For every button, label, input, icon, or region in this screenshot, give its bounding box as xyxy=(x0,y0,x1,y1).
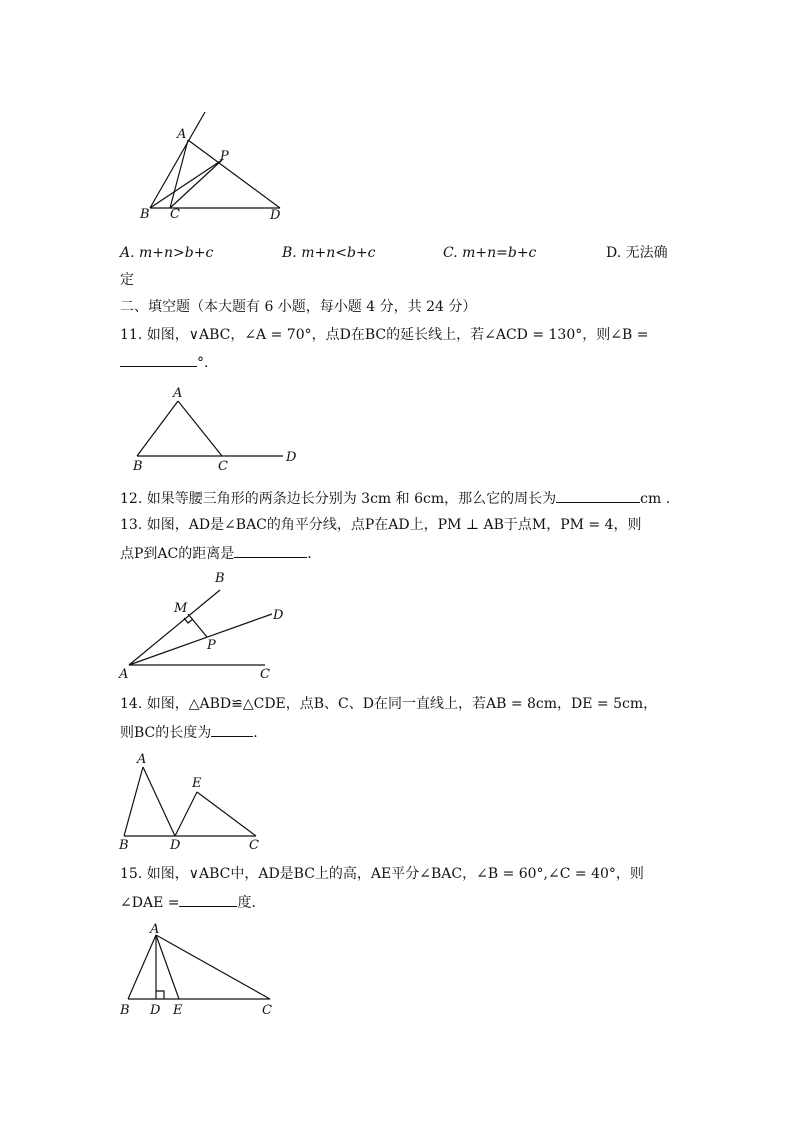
q13-figure xyxy=(118,571,284,682)
q14-end: . xyxy=(253,725,258,741)
q14-answer-line xyxy=(120,722,258,743)
q15-unit: 度. xyxy=(237,895,256,911)
q13-end: . xyxy=(307,546,312,562)
q10-option-d[interactable]: D. 无法确 xyxy=(606,245,668,261)
q12-unit: cm . xyxy=(640,491,671,507)
q14-label-b: B xyxy=(119,838,129,853)
q10-label-p: P xyxy=(220,149,229,164)
q14-answer-blank[interactable] xyxy=(211,722,253,737)
q11-label-a: A xyxy=(173,386,183,401)
q15-label-c: C xyxy=(262,1003,272,1018)
q11-label-d: D xyxy=(286,450,297,465)
q12-text xyxy=(120,488,670,509)
q10-option-a[interactable]: A. m+n>b+c xyxy=(120,245,214,261)
q15-label-b: B xyxy=(120,1003,130,1018)
q14-label-a: A xyxy=(137,752,147,767)
q14-prompt: 则BC的长度为 xyxy=(120,725,212,741)
q13-label-a: A xyxy=(119,667,129,682)
q10-label-d: D xyxy=(270,208,281,223)
q15-label-a: A xyxy=(150,922,160,937)
q10-option-c[interactable]: C. m+n=b+c xyxy=(443,245,537,261)
q12-answer-blank[interactable] xyxy=(556,488,640,503)
q11-figure xyxy=(132,386,297,474)
q15-answer-line xyxy=(120,892,256,913)
q11-text: 11. 如图，∨ABC，∠A = 70°，点D在BC的延长线上，若∠ACD = 130°，则∠B = xyxy=(120,327,649,343)
q14-label-d: D xyxy=(170,838,181,853)
q15-label-e: E xyxy=(173,1003,183,1018)
q10-option-d-continued: 定 xyxy=(120,272,134,288)
q13-label-c: C xyxy=(260,667,270,682)
q12-prompt: 12. 如果等腰三角形的两条边长分别为 3cm 和 6cm，那么它的周长为 xyxy=(120,491,557,507)
q10-option-b[interactable]: B. m+n<b+c xyxy=(282,245,376,261)
q13-label-m: M xyxy=(174,601,188,616)
q13-label-b: B xyxy=(215,571,225,586)
section-heading: 二、填空题（本大题有 6 小题，每小题 4 分，共 24 分） xyxy=(120,299,477,315)
q13-answer-line xyxy=(120,543,312,564)
q15-prompt: ∠DAE = xyxy=(120,895,180,911)
q13-label-d: D xyxy=(273,608,284,623)
q13-label-p: P xyxy=(207,638,216,653)
q13-answer-blank[interactable] xyxy=(234,543,307,558)
q15-answer-blank[interactable] xyxy=(179,892,237,907)
q10-label-b: B xyxy=(140,207,150,222)
q11-answer-line xyxy=(120,352,208,373)
q13-text: 13. 如图，AD是∠BAC的角平分线，点P在AD上，PM ⊥ AB于点M，PM = 4，则 xyxy=(120,517,642,533)
q10-label-c: C xyxy=(170,207,180,222)
q11-unit: °. xyxy=(197,355,209,371)
q11-answer-blank[interactable] xyxy=(120,352,197,367)
q10-figure xyxy=(139,112,281,223)
q14-label-e: E xyxy=(192,776,202,791)
q15-label-d: D xyxy=(150,1003,161,1018)
q11-label-b: B xyxy=(133,459,143,474)
q10-label-a: A xyxy=(177,127,187,142)
q15-figure xyxy=(119,922,272,1018)
q14-figure xyxy=(118,752,259,853)
q14-label-c: C xyxy=(249,838,259,853)
q13-prompt: 点P到AC的距离是 xyxy=(120,546,235,562)
q15-text: 15. 如图，∨ABC中，AD是BC上的高，AE平分∠BAC，∠B = 60°,∠C = 40°，则 xyxy=(120,866,644,882)
q14-text: 14. 如图，△ABD≌△CDE，点B、C、D在同一直线上，若AB = 8cm，DE = 5cm， xyxy=(120,696,658,712)
q11-label-c: C xyxy=(218,459,228,474)
